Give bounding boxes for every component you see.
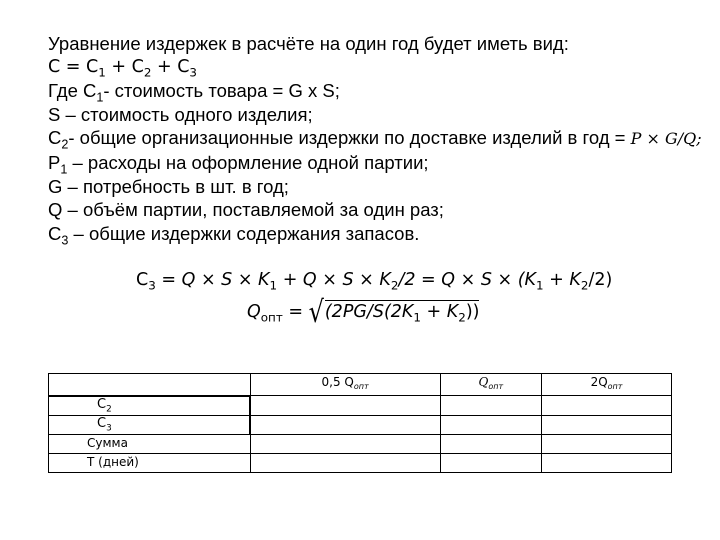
row-label-days: T (дней): [49, 453, 251, 472]
table-row: [49, 396, 672, 416]
table-cell[interactable]: [250, 453, 440, 472]
table-cell[interactable]: [440, 453, 541, 472]
table-cell[interactable]: [250, 396, 440, 416]
table-cell[interactable]: [542, 434, 672, 453]
table-cell[interactable]: [542, 453, 672, 472]
header-empty-cell: [49, 374, 251, 396]
header-q: $Q_{опт}$: [440, 374, 541, 396]
c3-formula: $C_3 = Q \times S \times K_1 + Q \times S \times K_2/2 = Q \times S \times (K_1 + K_2/2)$: [136, 270, 613, 293]
cost-table: [48, 373, 672, 473]
table-cell[interactable]: [542, 396, 672, 416]
table-cell[interactable]: [440, 434, 541, 453]
row-label-sum: Сумма: [49, 434, 251, 453]
cost-equation: $C = C_1 + C_2 + C_3$: [48, 56, 197, 80]
table-header-row: [49, 374, 672, 396]
q-definition: Q – объём партии, поставляемой за один раз;: [48, 199, 444, 221]
table-row: [49, 453, 672, 472]
row-label-c3: $C_3$: [49, 415, 251, 434]
table-cell[interactable]: [250, 434, 440, 453]
table-cell[interactable]: [250, 415, 440, 434]
c3-definition: $C_3$ – общие издержки содержания запасов.: [48, 222, 420, 248]
table-cell[interactable]: [440, 396, 541, 416]
g-definition: G – потребность в шт. в год;: [48, 175, 289, 197]
table-row: [49, 434, 672, 453]
s-definition: S – стоимость одного изделия;: [48, 103, 313, 125]
square-root-sign: √: [308, 294, 324, 330]
c1-definition: Где $C_1-$ стоимость товара = G x S;: [48, 80, 340, 105]
intro-line: Уравнение издержек в расчёте на один год будет иметь вид:: [48, 33, 569, 54]
row-label-c2: $C_2$: [49, 396, 251, 416]
p1-definition: $P_1$ – расходы на оформление одной партии;: [48, 151, 429, 177]
table-cell[interactable]: [542, 415, 672, 434]
table-row: [49, 415, 672, 434]
c2-definition: $C_2-$ общие организационные издержки по доставке изделий в год = P × G/Q;: [48, 127, 702, 153]
description-text: [48, 32, 702, 248]
table-cell[interactable]: [440, 415, 541, 434]
header-half-q: 0,5 $Q_{опт}$: [250, 374, 440, 396]
q-optimal-formula: $Q_{опт} = √(2PG/S(2K_1 + K_2))$: [247, 294, 480, 330]
header-double-q: $2Q_{опт}$: [542, 374, 672, 396]
